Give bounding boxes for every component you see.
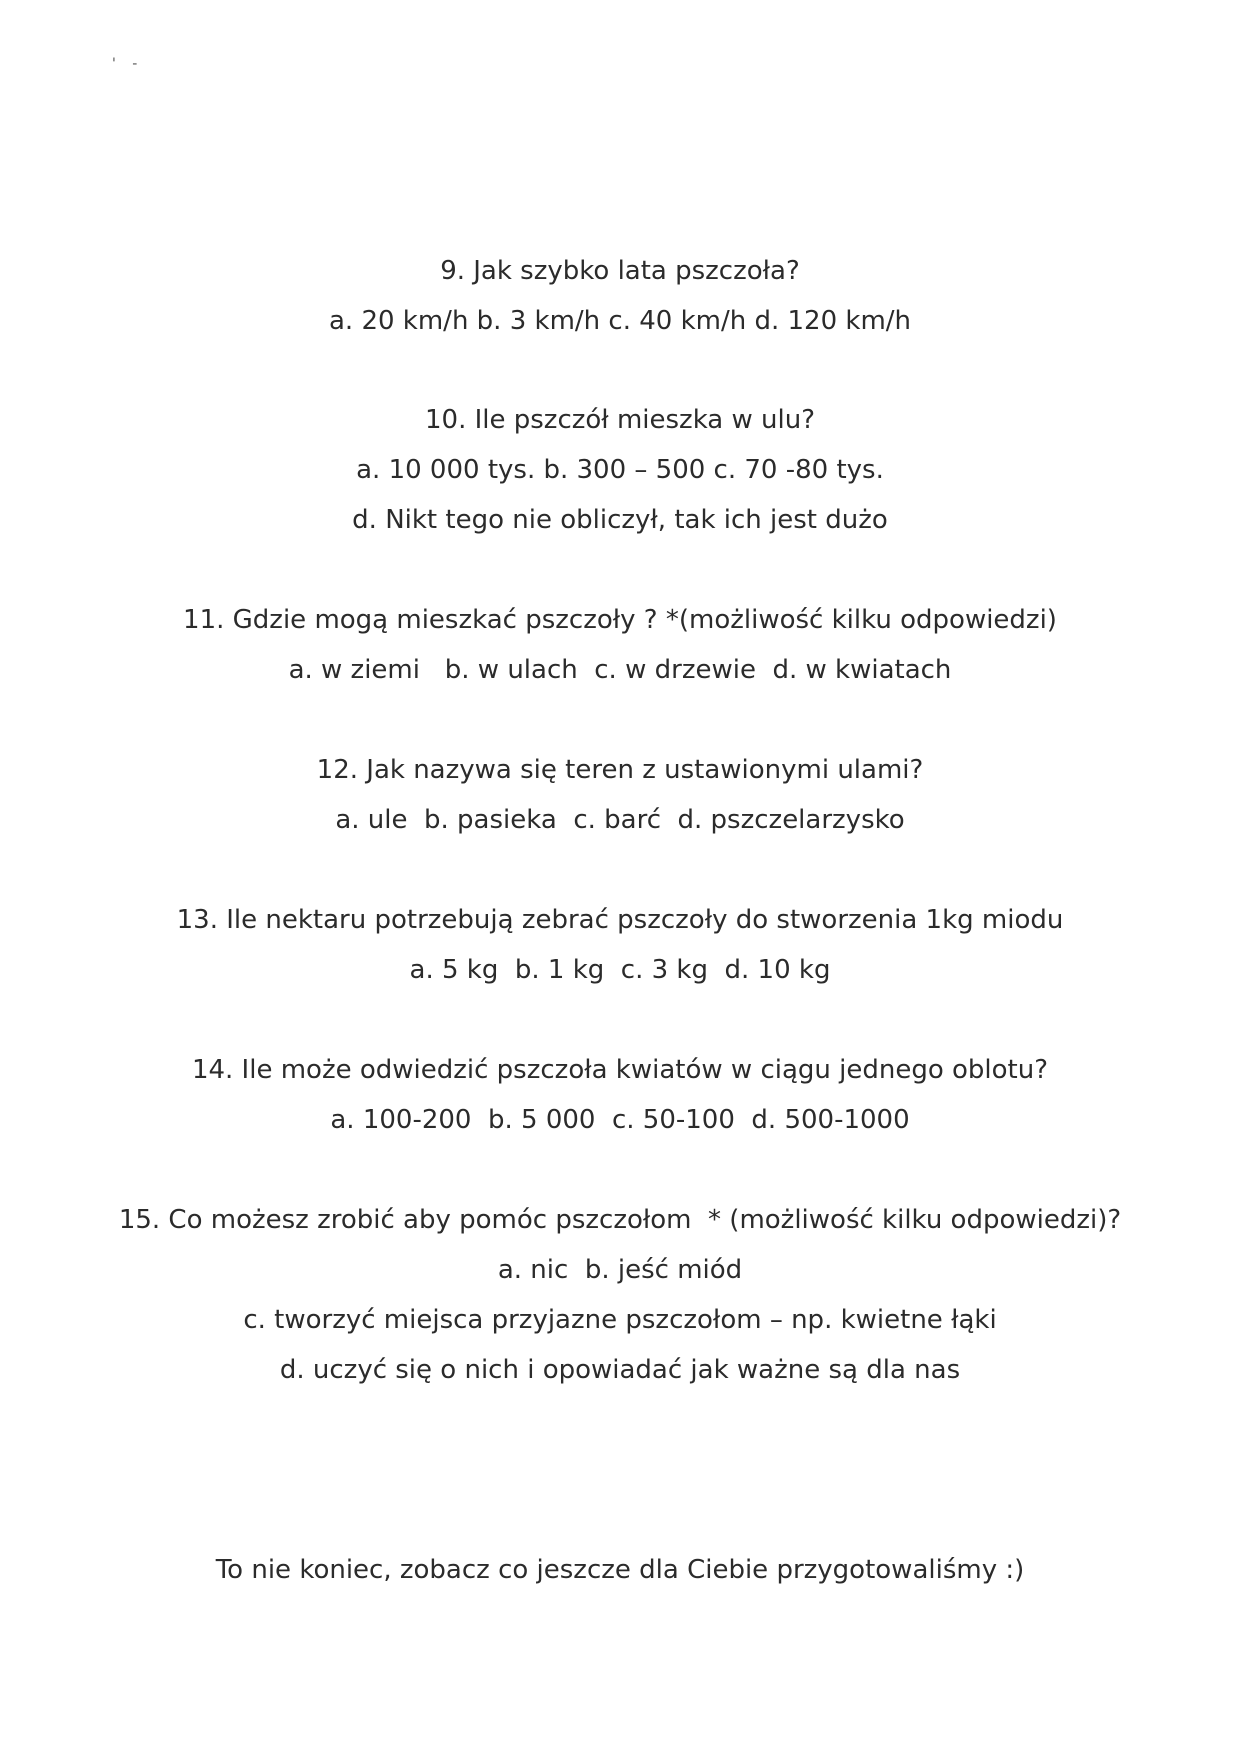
question-14-answers: a. 100-200 b. 5 000 c. 50-100 d. 500-1000 (330, 1105, 910, 1135)
question-13-title: 13. Ile nektaru potrzebują zebrać pszczoły do stworzenia 1kg miodu (176, 905, 1064, 935)
question-10-title: 10. Ile pszczół mieszka w ulu? (424, 405, 815, 435)
question-11-answers: a. w ziemi b. w ulach c. w drzewie d. w kwiatach (288, 655, 952, 685)
question-11-title: 11. Gdzie mogą mieszkać pszczoły ? *(możliwość kilku odpowiedzi) (183, 605, 1057, 635)
question-9-title: 9. Jak szybko lata pszczoła? (440, 256, 800, 286)
question-10-answers-line-2: d. Nikt tego nie obliczył, tak ich jest dużo (352, 505, 888, 535)
question-14-title: 14. Ile może odwiedzić pszczoła kwiatów w ciągu jednego oblotu? (191, 1055, 1049, 1085)
question-10-answers-line-1: a. 10 000 tys. b. 300 – 500 c. 70 -80 tys. (356, 455, 884, 485)
question-15-answers-line-2: c. tworzyć miejsca przyjazne pszczołom – np. kwietne łąki (243, 1305, 997, 1335)
question-15-answers-line-3: d. uczyć się o nich i opowiadać jak ważne są dla nas (279, 1355, 961, 1385)
footer-note: To nie koniec, zobacz co jeszcze dla Ciebie przygotowaliśmy :) (215, 1555, 1025, 1585)
question-15-answers-line-1: a. nic b. jeść miód (497, 1255, 743, 1285)
scan-mark: ' - (112, 56, 144, 72)
question-12-answers: a. ule b. pasieka c. barć d. pszczelarzysko (335, 805, 905, 835)
question-15-title: 15. Co możesz zrobić aby pomóc pszczołom * (możliwość kilku odpowiedzi)? (118, 1205, 1122, 1235)
question-12-title: 12. Jak nazywa się teren z ustawionymi ulami? (316, 755, 924, 785)
question-9-answers: a. 20 km/h b. 3 km/h c. 40 km/h d. 120 km/h (328, 306, 912, 336)
question-13-answers: a. 5 kg b. 1 kg c. 3 kg d. 10 kg (409, 955, 831, 985)
